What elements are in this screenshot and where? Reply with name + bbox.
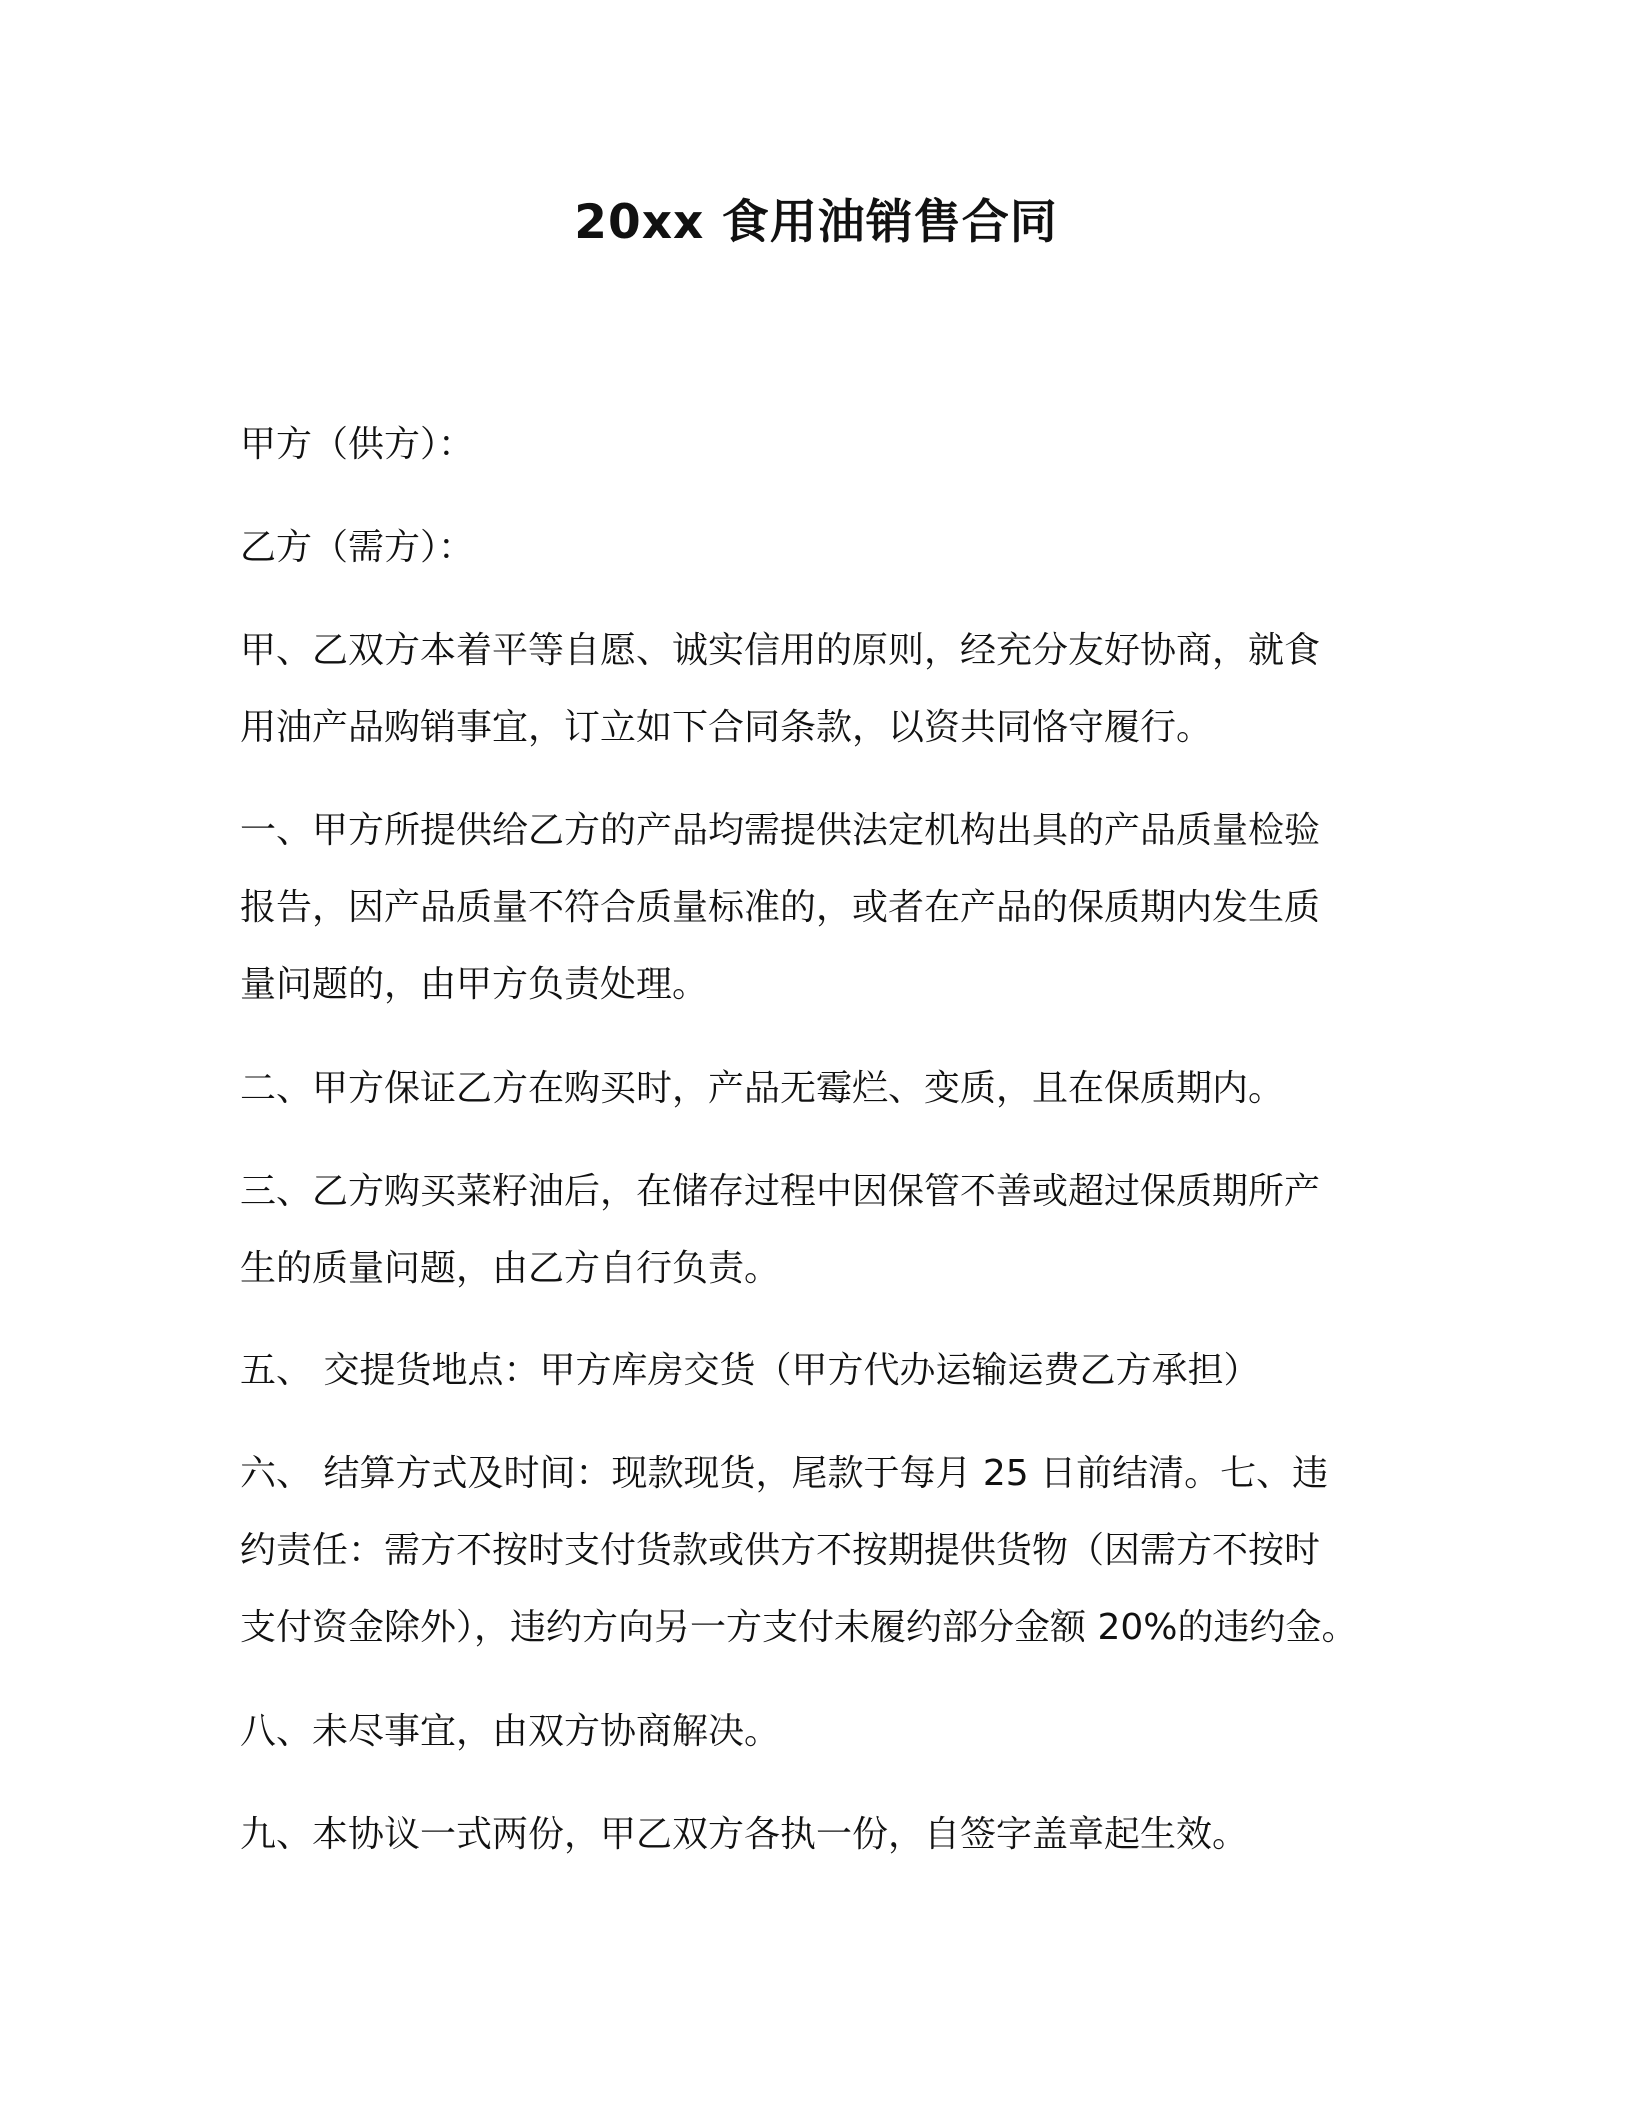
clause-3-paragraph bbox=[240, 1153, 1400, 1307]
intro-line: 甲、乙双方本着平等自愿、诚实信用的原则，经充分友好协商，就食 bbox=[240, 630, 1321, 671]
party-b-label: 乙方（需方）： bbox=[240, 527, 475, 568]
clause-6-7-paragraph bbox=[240, 1435, 1400, 1666]
party-a-label: 甲方（供方）： bbox=[240, 424, 475, 465]
clause-9-line: 九、本协议一式两份，甲乙双方各执一份，自签字盖章起生效。 bbox=[240, 1814, 1249, 1855]
clause-8-paragraph bbox=[240, 1693, 1400, 1770]
clause-6-line: 支付资金除外），违约方向另一方支付未履约部分金额 20%的违约金。 bbox=[240, 1607, 1358, 1648]
clause-6-line: 六、 结算方式及时间：现款现货，尾款于每月 25 日前结清。七、违 bbox=[240, 1453, 1329, 1494]
intro-paragraph bbox=[240, 612, 1400, 766]
clause-8-line: 八、未尽事宜，由双方协商解决。 bbox=[240, 1711, 781, 1752]
clause-1-line: 一、甲方所提供给乙方的产品均需提供法定机构出具的产品质量检验 bbox=[240, 810, 1321, 851]
intro-line: 用油产品购销事宜，订立如下合同条款，以资共同恪守履行。 bbox=[240, 707, 1213, 748]
party-a-line bbox=[240, 406, 1400, 483]
document-title: 20xx 食用油销售合同 bbox=[574, 195, 1058, 250]
clause-6-line: 约责任：需方不按时支付货款或供方不按期提供货物（因需方不按时 bbox=[240, 1530, 1321, 1571]
clause-5-line: 五、 交提货地点：甲方库房交货（甲方代办运输运费乙方承担） bbox=[240, 1350, 1260, 1391]
clause-2-paragraph bbox=[240, 1050, 1400, 1127]
clause-1-line: 量问题的，由甲方负责处理。 bbox=[240, 964, 709, 1005]
clause-2-line: 二、甲方保证乙方在购买时，产品无霉烂、变质，且在保质期内。 bbox=[240, 1068, 1285, 1109]
clause-1-paragraph bbox=[240, 792, 1400, 1023]
clause-3-line: 生的质量问题，由乙方自行负责。 bbox=[240, 1248, 781, 1289]
clause-3-line: 三、乙方购买菜籽油后，在储存过程中因保管不善或超过保质期所产 bbox=[240, 1171, 1321, 1212]
clause-9-paragraph bbox=[240, 1796, 1400, 1873]
party-b-line bbox=[240, 509, 1400, 586]
clause-5-paragraph bbox=[240, 1332, 1400, 1409]
clause-1-line: 报告，因产品质量不符合质量标准的，或者在产品的保质期内发生质 bbox=[240, 887, 1321, 928]
